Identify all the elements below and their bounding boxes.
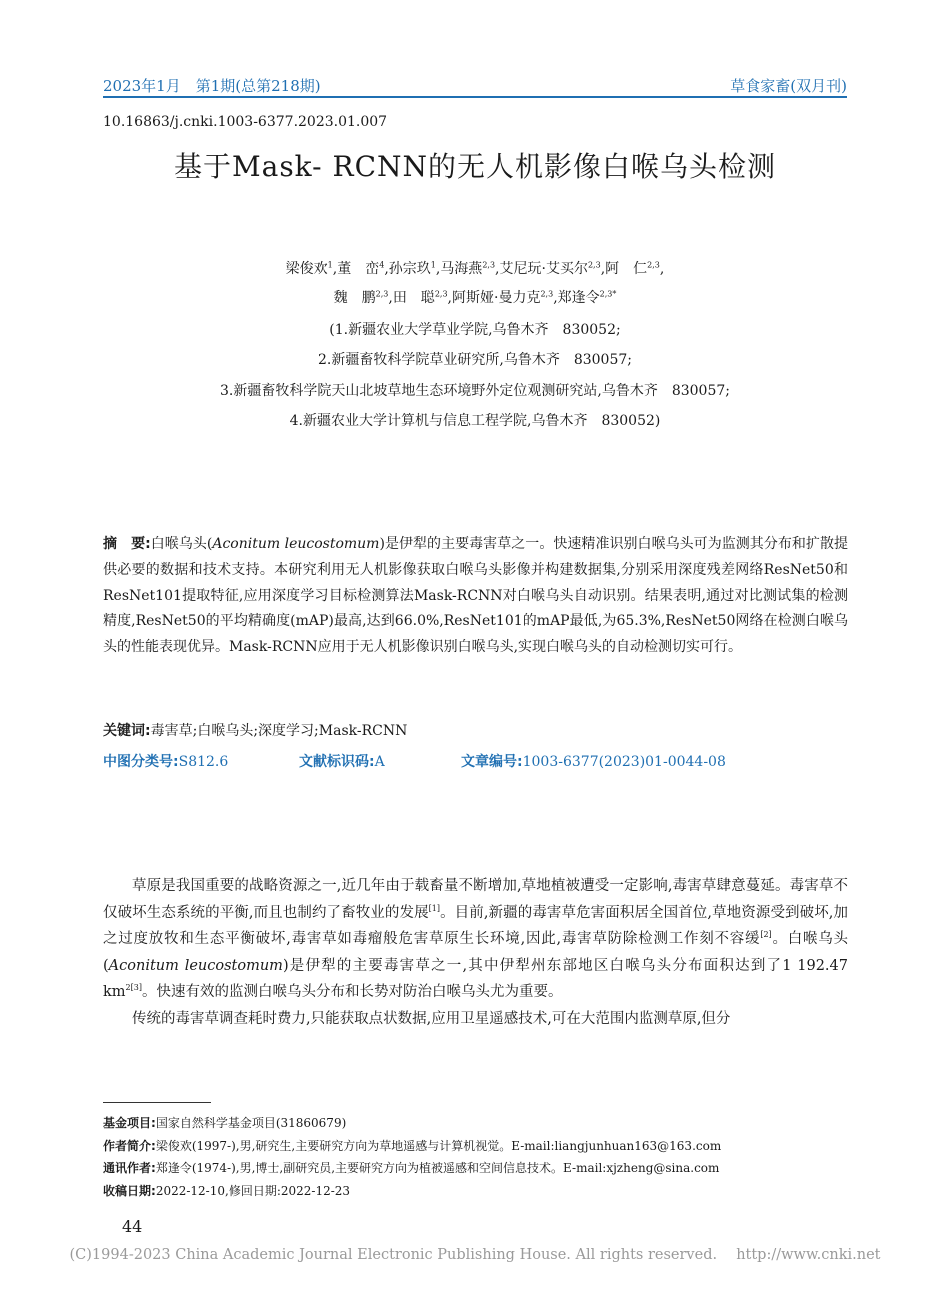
author-name: 孙宗玖: [388, 261, 431, 277]
author-name: 董 峦: [337, 261, 380, 277]
affiliation-3: 3.新疆畜牧科学院天山北坡草地生态环境野外定位观测研究站,乌鲁木齐 830057;: [220, 383, 730, 399]
author-name: 阿 仁: [605, 261, 648, 277]
citation: [1]: [428, 903, 440, 913]
article-number: [461, 751, 726, 771]
species-name: Aconitum leucostomum: [108, 957, 283, 974]
keywords-label: 关键词:: [103, 723, 151, 739]
author-affil-marker: 2,3: [587, 260, 601, 270]
body-paragraph-1: [103, 873, 848, 1006]
body-paragraph-2: 传统的毒害草调查耗时费力,只能获取点状数据,应用卫星遥感技术,可在大范围内监测草原,但分: [132, 1010, 731, 1027]
dates-text: 2022-12-10,修回日期:2022-12-23: [155, 1183, 351, 1198]
abstract-text-pre: 白喉乌头(: [150, 536, 213, 552]
paper-title: 基于Mask- RCNN的无人机影像白喉乌头检测: [173, 150, 777, 183]
author-line-2: 魏 鹏$^{2,3}$,田 聪$^{2,3}$,阿斯娅·曼力克$^{2,3}$,郑逢令$^{2,3*}$: [333, 289, 617, 306]
article-value: 1003-6377(2023)01-0044-08: [522, 754, 726, 770]
author-name: 郑逢令: [557, 290, 600, 306]
author-name: 魏 鹏: [333, 290, 376, 306]
author-line-1: 梁俊欢$^1$,董 峦$^4$,孙宗玖$^1$,马海燕$^{2,3}$,艾尼玩·艾买尔$^{2,3}$,阿 仁$^{2,3}$,: [285, 260, 665, 277]
footnote-dates: [103, 1180, 848, 1203]
fund-label: 基金项目:: [103, 1116, 156, 1130]
species-name: Aconitum leucostomum: [212, 536, 380, 552]
corresponding-text: 郑逢令(1974-),男,博士,副研究员,主要研究方向为植被遥感和空间信息技术。E-mail:xjzheng@sina.com: [155, 1161, 720, 1175]
body-text: [103, 873, 848, 1033]
page-number: 44: [122, 1217, 143, 1236]
abstract: [103, 532, 848, 661]
doc-label: 文献标识码:: [299, 754, 375, 770]
body-text-segment: 。目前,新疆的毒害草危害面积居全国首位,草地资源受到破坏,加之过度放牧和生态平衡破坏,毒害草如毒瘤般危害草原生长环境,因此,毒害草防除检测工作刻不容缓: [103, 904, 848, 948]
copyright-notice: (C)1994-2023 China Academic Journal Electronic Publishing House. All rights reserved. http://www.cnki.net: [69, 1247, 881, 1263]
author-affil-marker: 2,3: [540, 289, 554, 299]
clc-number: [103, 751, 228, 771]
doc-value: A: [374, 754, 385, 770]
author-name: 马海燕: [440, 261, 483, 277]
author-bio-label: 作者简介:: [103, 1138, 156, 1153]
corresponding-label: 通讯作者:: [103, 1161, 156, 1175]
header-divider: [103, 96, 847, 98]
author-affil-marker: 2,3: [434, 289, 448, 299]
body-text-segment: 草原是我国重要的战略资源之一,近几年由于载畜量不断增加,草地植被遭受一定影响,毒害草肆意蔓延。毒害草不仅破坏生态系统的平衡,而且也制约了畜牧业的发展: [103, 878, 848, 921]
dates-label: 收稿日期:: [103, 1183, 156, 1198]
footnotes: [103, 1112, 848, 1202]
journal-name: 草食家畜(双月刊): [730, 77, 847, 95]
author-affil-marker: 2,3: [482, 260, 496, 270]
author-name: 田 聪: [392, 290, 435, 306]
doi: 10.16863/j.cnki.1003-6377.2023.01.007: [103, 114, 388, 130]
clc-label: 中图分类号:: [103, 754, 179, 770]
keywords-text: 毒害草;白喉乌头;深度学习;Mask-RCNN: [150, 723, 408, 739]
author-name: 艾尼玩·艾买尔: [499, 261, 588, 277]
affiliation-4: 4.新疆农业大学计算机与信息工程学院,乌鲁木齐 830052): [289, 413, 661, 429]
fund-text: 国家自然科学基金项目(31860679): [155, 1116, 347, 1130]
footnote-author: [103, 1135, 848, 1158]
body-text-segment: 。快速有效的监测白喉乌头分布和长势对防治白喉乌头尤为重要。: [141, 984, 563, 1001]
abstract-text: )是伊犁的主要毒害草之一。快速精准识别白喉乌头可为监测其分布和扩散提供必要的数据和技术支持。本研究利用无人机影像获取白喉乌头影像并构建数据集,分别采用深度残差网络ResNet50和ResNet101提取特征,应用深度学习目标检测算法Mask-RCNN对白喉乌头自动识别。结果表明,通过对比测试集的检测精度,ResNet50的平均精确度(mAP)最高,达到66.0%,ResNet101的mAP最低,为65.3%,ResNet50网络在检测白喉乌头的性能表现优异。Mask-RCNN应用于无人机影像识别白喉乌头,实现白喉乌头的自动检测切实可行。: [103, 536, 848, 656]
body-text-segment: )是伊犁的主要毒害草之一,其中伊犁州东部地区白喉乌头分布面积达到了1 192.47 km: [103, 957, 848, 1001]
author-name: 梁俊欢: [285, 261, 328, 277]
affiliation-1: (1.新疆农业大学草业学院,乌鲁木齐 830052;: [329, 322, 621, 338]
footnote-divider: [103, 1102, 211, 1103]
unit-superscript: 2: [125, 983, 131, 993]
author-name: 阿斯娅·曼力克: [452, 290, 541, 306]
clc-value: S812.6: [178, 754, 229, 770]
journal-issue: 2023年1月 第1期(总第218期): [103, 77, 321, 95]
abstract-label: 摘 要:: [103, 536, 151, 552]
author-affil-marker: 1: [327, 260, 333, 270]
document-code: [299, 751, 385, 771]
affiliation-2: 2.新疆畜牧科学院草业研究所,乌鲁木齐 830057;: [318, 352, 632, 368]
footnote-corresponding: [103, 1157, 848, 1180]
citation: [2]: [760, 930, 772, 940]
footnote-fund: [103, 1112, 848, 1135]
article-label: 文章编号:: [461, 754, 523, 770]
author-affil-marker: 2,3*: [599, 289, 617, 299]
author-affil-marker: 2,3: [647, 260, 660, 270]
author-affil-marker: 4: [379, 260, 385, 270]
author-bio-text: 梁俊欢(1997-),男,研究生,主要研究方向为草地遥感与计算机视觉。E-mail:liangjunhuan163@163.com: [155, 1138, 722, 1153]
author-affil-marker: 2,3: [375, 289, 389, 299]
keywords: [103, 720, 407, 740]
body-text-segment: 。白喉乌头(: [103, 931, 849, 974]
author-affil-marker: 1: [430, 260, 436, 270]
citation: [3]: [130, 983, 142, 993]
